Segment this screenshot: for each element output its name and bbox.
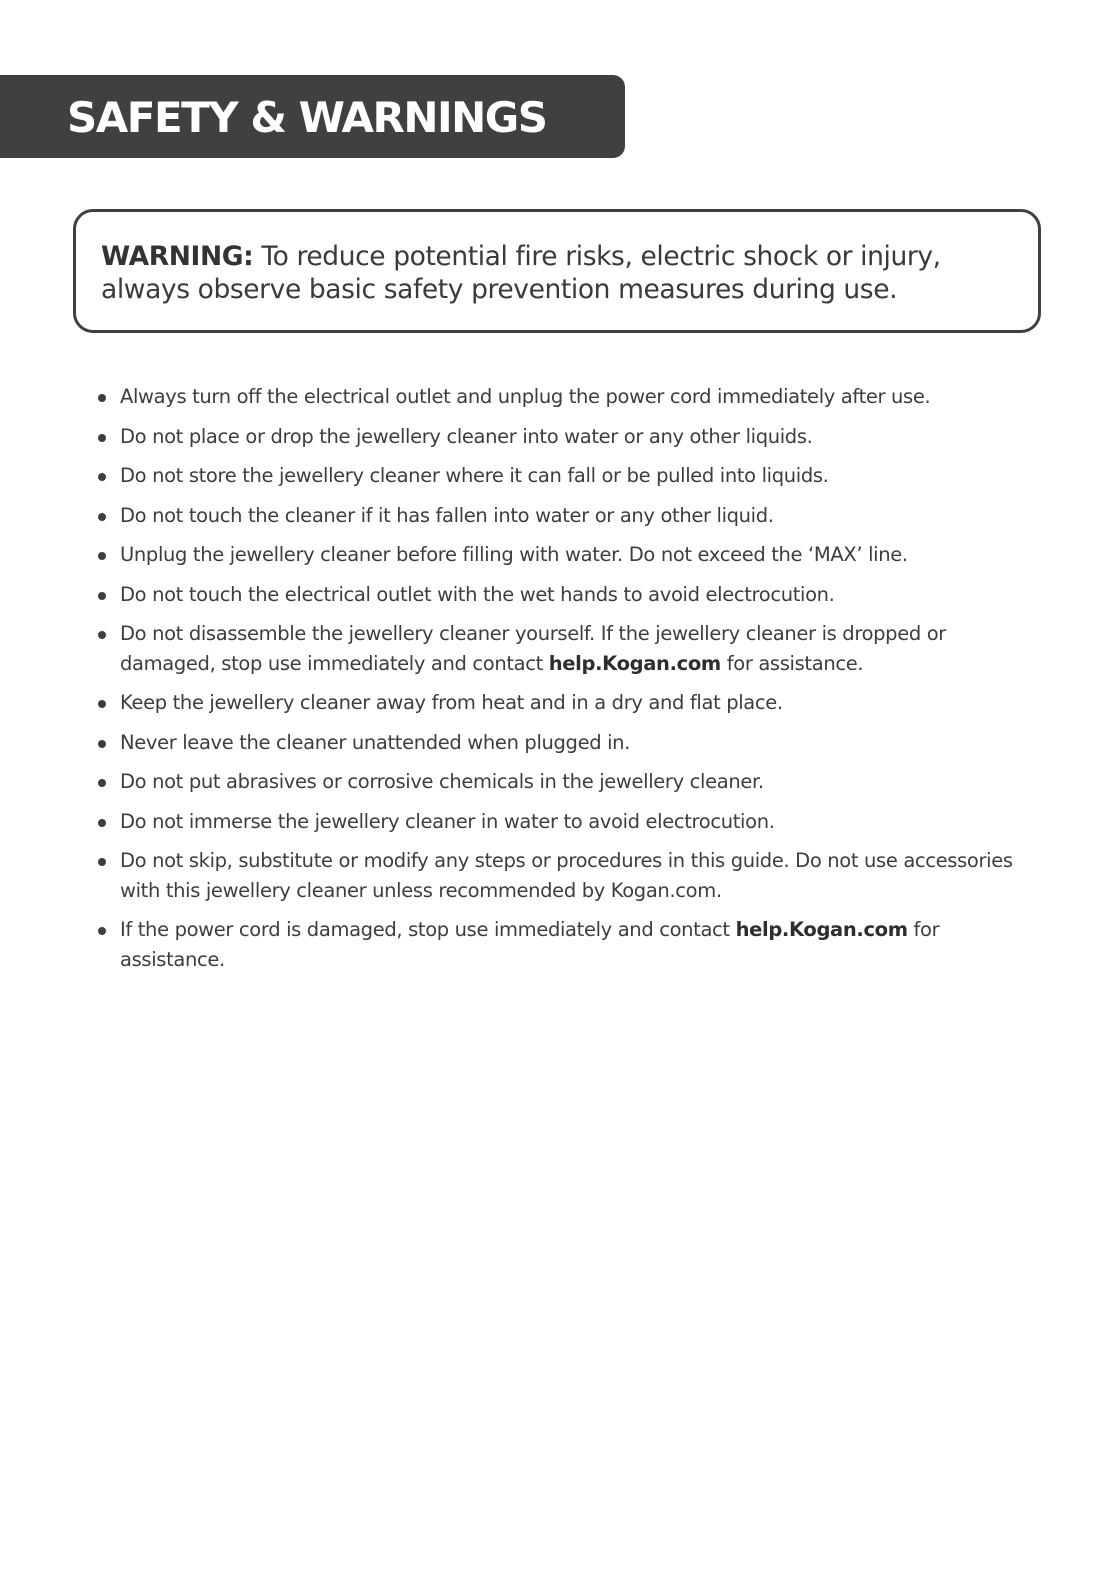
list-item-text-after: for assistance. [720,651,864,675]
list-item-text: Do not store the jewellery cleaner where it can fall or be pulled into liquids. [120,464,829,487]
bullet-icon [98,513,106,521]
list-item [96,915,1041,974]
list-item [96,807,1041,837]
list-item [96,461,1041,491]
bullet-icon [98,473,106,481]
bullet-icon [98,740,106,748]
list-item-text: Always turn off the electrical outlet and unplug the power cord immediately after use. [120,385,931,408]
bullet-icon [98,552,106,560]
bullet-icon [98,819,106,827]
list-item [96,688,1041,718]
list-item [96,619,1041,678]
list-item-text-after: for assistance. [120,918,940,971]
list-item [96,501,1041,531]
list-item-text: Do not skip, substitute or modify any steps or procedures in this guide. Do not use accessories with this jewellery cleaner unless recommended by Kogan.com. [120,849,1013,902]
list-item [96,540,1041,570]
list-item [96,382,1041,412]
list-item-text: If the power cord is damaged, stop use immediately and contact [120,918,736,941]
list-item [96,846,1041,905]
list-item [96,767,1041,797]
warning-label: WARNING: [101,241,254,272]
help-link[interactable]: help.Kogan.com [548,651,721,675]
safety-bullet-list [96,382,1041,984]
list-item [96,580,1041,610]
bullet-icon [98,858,106,866]
bullet-icon [98,779,106,787]
bullet-icon [98,700,106,708]
bullet-icon [98,927,106,935]
bullet-icon [98,434,106,442]
bullet-icon [98,592,106,600]
list-item-text: Do not disassemble the jewellery cleaner yourself. If the jewellery cleaner is dropped or damaged, stop use immediately and contact [120,622,946,675]
list-item [96,728,1041,758]
bullet-icon [98,631,106,639]
list-item-text: Unplug the jewellery cleaner before filling with water. Do not exceed the ‘MAX’ line. [120,543,908,566]
warning-box [73,209,1041,333]
help-link[interactable]: help.Kogan.com [735,918,908,941]
list-item-text: Keep the jewellery cleaner away from heat and in a dry and flat place. [120,691,783,714]
warning-text [101,240,1018,306]
list-item-text: Do not touch the cleaner if it has fallen into water or any other liquid. [120,503,774,527]
list-item-text: Do not immerse the jewellery cleaner in water to avoid electrocution. [120,809,775,833]
list-item-text: Never leave the cleaner unattended when plugged in. [120,730,631,754]
list-item-text: Do not touch the electrical outlet with the wet hands to avoid electrocution. [120,582,835,606]
list-item-text: Do not place or drop the jewellery cleaner into water or any other liquids. [120,424,813,448]
list-item-text: Do not put abrasives or corrosive chemicals in the jewellery cleaner. [120,770,764,793]
section-header-band [0,75,625,158]
warning-message: To reduce potential fire risks, electric shock or injury, always observe basic safety prevention measures during use. [101,241,941,305]
bullet-icon [98,394,106,402]
list-item [96,422,1041,452]
page-title: SAFETY & WARNINGS [67,93,547,142]
